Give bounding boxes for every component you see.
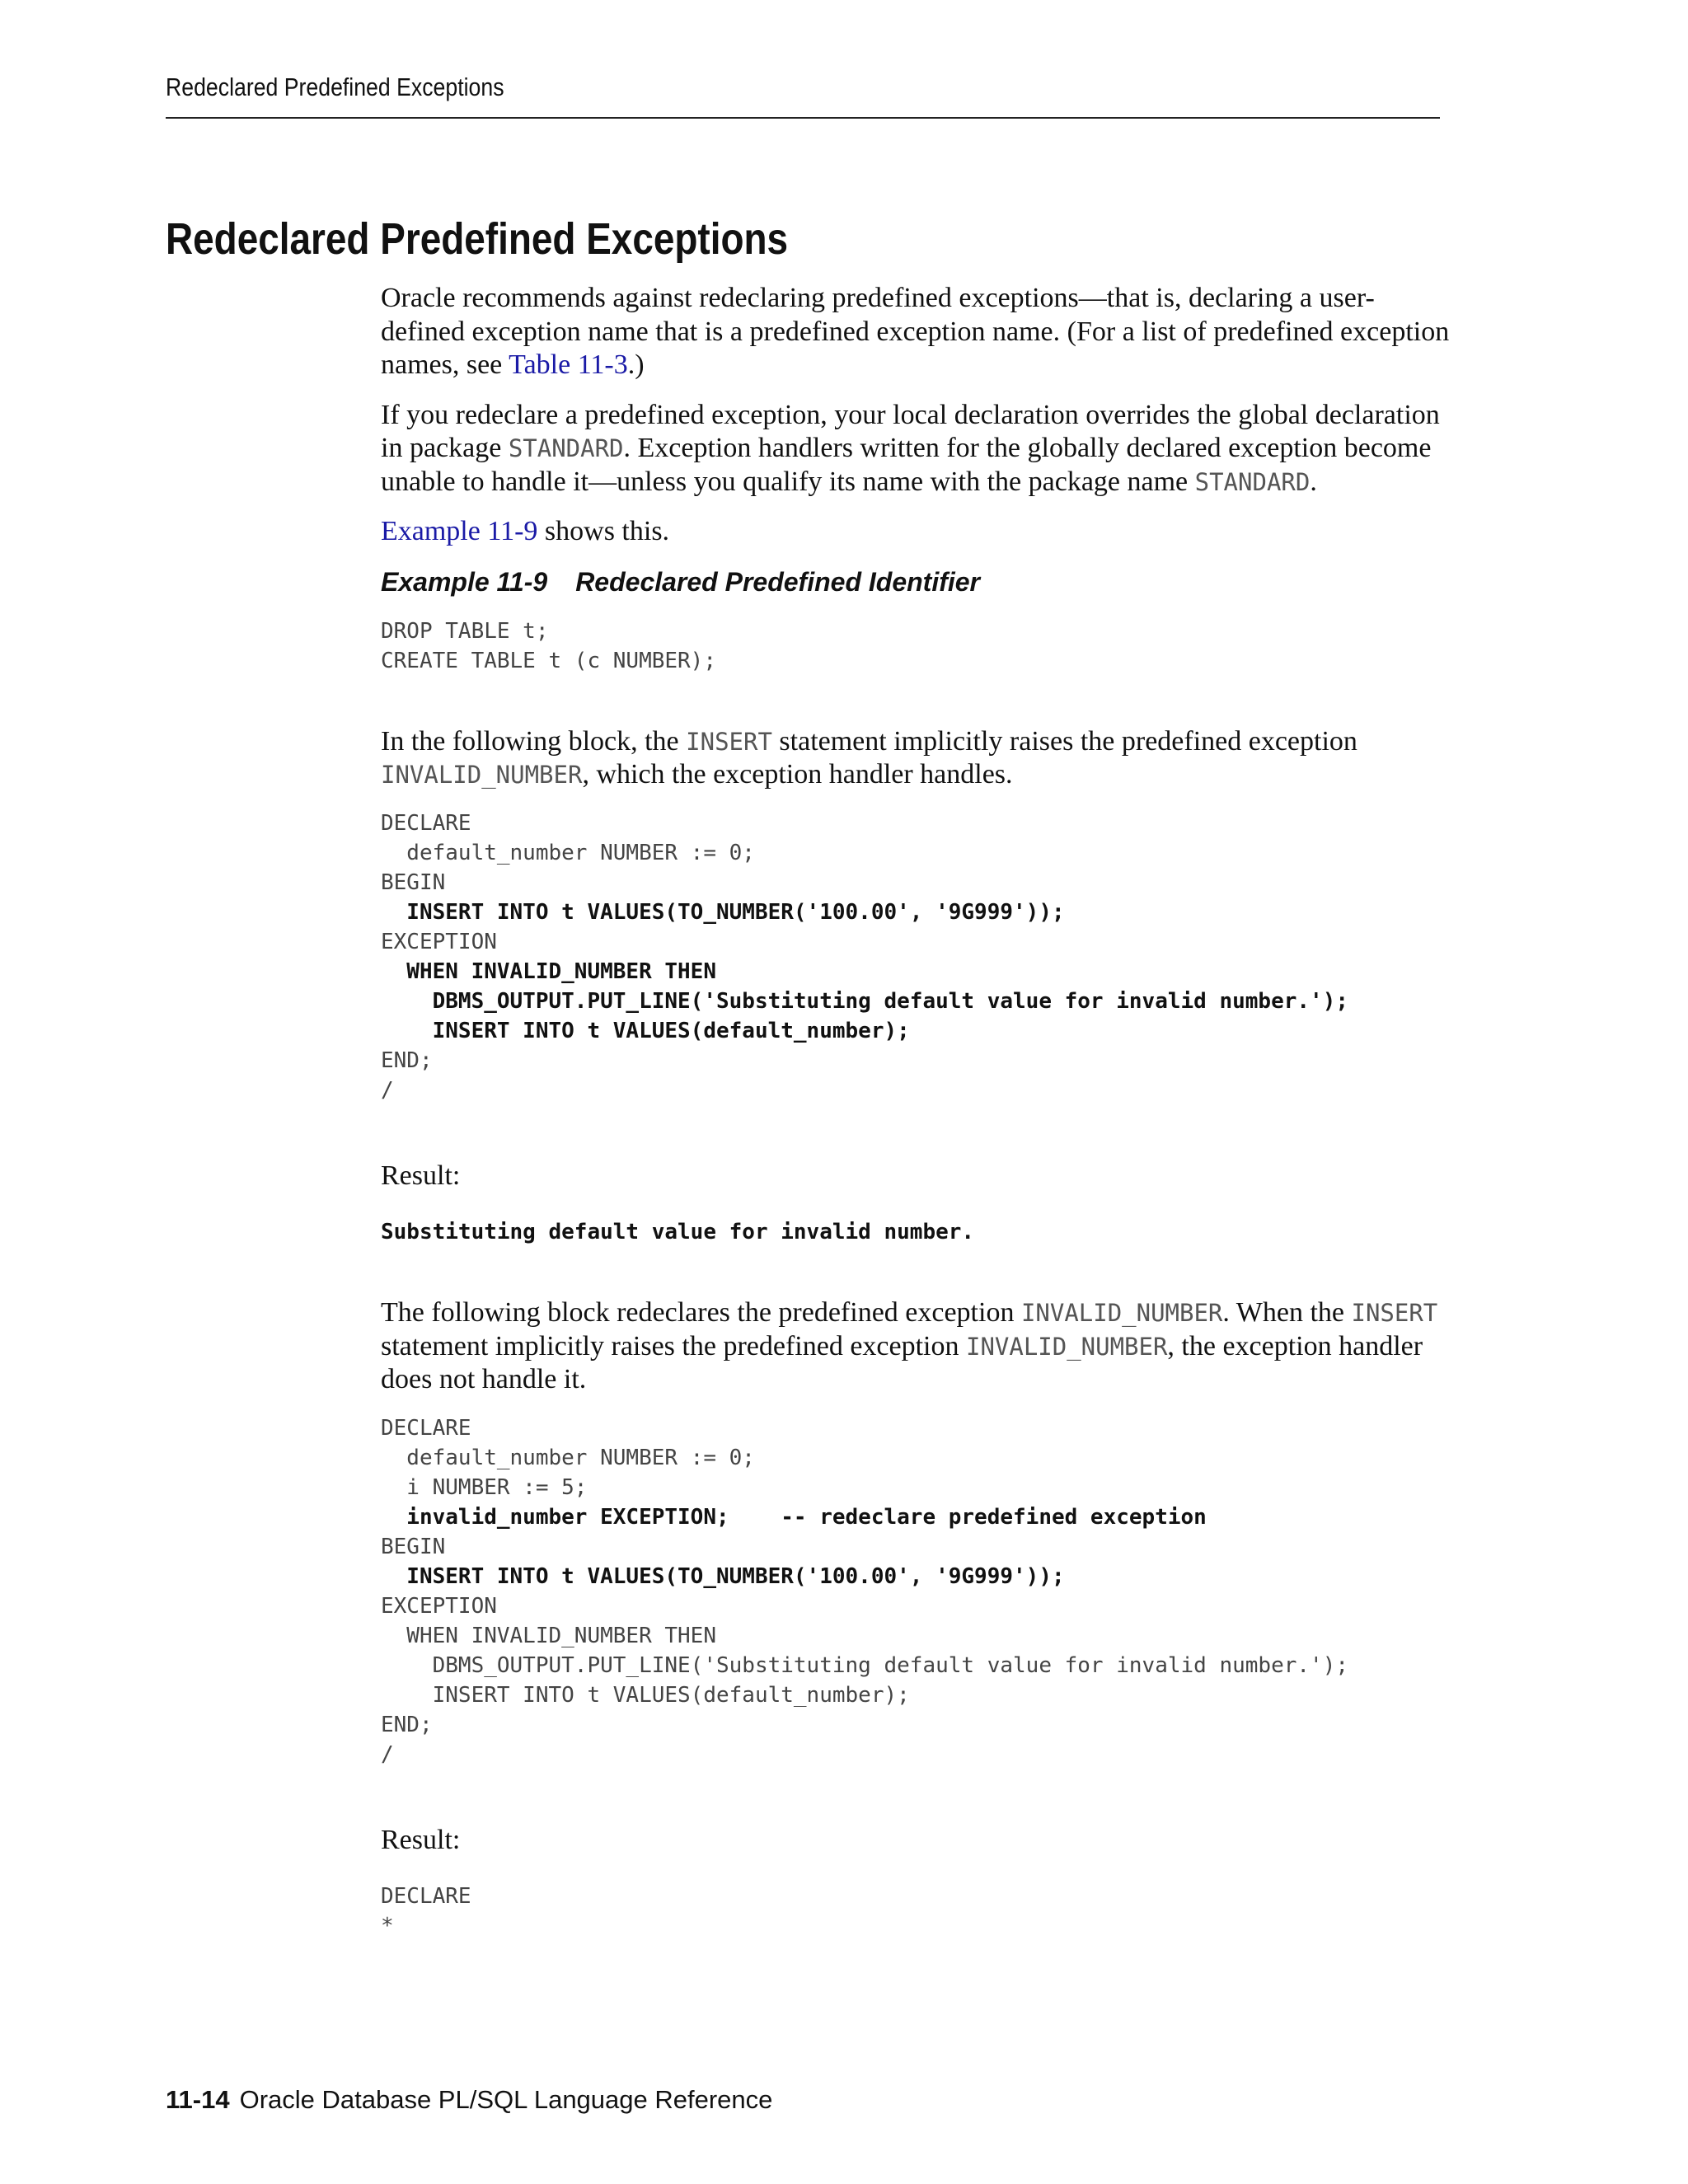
intro-text: Oracle recommends against redeclaring predefined exceptions—that is, declaring a user-defined exception name that is a predefined exception name. (For a list of predefined exception names, see	[381, 283, 1450, 380]
block-text-c: statement implicitly raises the predefined exception	[381, 1330, 966, 1361]
example-title	[381, 565, 1452, 598]
code-line: DECLARE	[381, 1415, 471, 1441]
example-reference-paragraph	[381, 515, 1452, 549]
section-title: Redeclared Predefined Exceptions	[166, 214, 789, 264]
code-line: BEGIN	[381, 1534, 446, 1559]
page-footer	[166, 2085, 772, 2115]
code-line: INSERT INTO t VALUES(default_number);	[381, 1018, 910, 1043]
explanation-text-a: In the following block, the	[381, 725, 687, 757]
code-line: END;	[381, 1712, 433, 1737]
code-line: /	[381, 1741, 394, 1767]
inline-code-insert: INSERT	[1351, 1299, 1438, 1327]
page-number: 11-14	[166, 2085, 230, 2114]
result-label: Result:	[381, 1160, 461, 1191]
intro-paragraph	[381, 282, 1452, 382]
code-block-handled-exception	[381, 808, 1452, 1105]
code-block-create-table	[381, 616, 1452, 676]
code-line: /	[381, 1077, 394, 1103]
code-line: END;	[381, 1047, 433, 1073]
block-text-b: . When the	[1222, 1297, 1352, 1328]
explanation-text-c: , which the exception handler handles.	[582, 759, 1013, 790]
redeclare-text-b: . Exception handlers written for the globally declared exception become unable to handle it—unless you qualify its name with the package name	[381, 433, 1432, 497]
code-line: Substituting default value for invalid number.	[381, 1220, 975, 1244]
inline-code-invalid-number: INVALID_NUMBER	[965, 1332, 1168, 1361]
inline-code-standard: STANDARD	[1194, 467, 1311, 496]
redeclare-text-c: .	[1310, 466, 1317, 497]
code-line: default_number NUMBER := 0;	[381, 840, 755, 865]
code-line: default_number NUMBER := 0;	[381, 1445, 755, 1470]
inline-code-invalid-number: INVALID_NUMBER	[1020, 1299, 1223, 1327]
redeclare-block-paragraph	[381, 1296, 1452, 1397]
table-11-3-link[interactable]: Table 11-3	[509, 349, 628, 380]
code-line: DROP TABLE t;	[381, 618, 549, 644]
code-line: invalid_number EXCEPTION; -- redeclare predefined exception	[381, 1504, 1207, 1530]
code-line: INSERT INTO t VALUES(TO_NUMBER('100.00', '9G999'));	[381, 899, 1065, 925]
code-line: *	[381, 1914, 394, 1938]
code-line: BEGIN	[381, 869, 446, 895]
redeclare-text-a: If you redeclare a predefined exception, your local declaration overrides the global declaration in package	[381, 399, 1440, 463]
code-line: CREATE TABLE t (c NUMBER);	[381, 648, 716, 673]
code-line: INSERT INTO t VALUES(TO_NUMBER('100.00', '9G999'));	[381, 1563, 1065, 1589]
code-line: INSERT INTO t VALUES(default_number);	[381, 1682, 910, 1708]
inline-code-invalid-number: INVALID_NUMBER	[381, 761, 583, 789]
example-reference-text: shows this.	[537, 516, 670, 546]
insert-explanation-paragraph	[381, 725, 1452, 792]
code-line: WHEN INVALID_NUMBER THEN	[381, 958, 716, 984]
redeclare-paragraph	[381, 399, 1452, 499]
example-11-9-link[interactable]: Example 11-9	[381, 516, 538, 546]
code-line: i NUMBER := 5;	[381, 1474, 588, 1500]
inline-code-standard: STANDARD	[508, 434, 624, 462]
code-block-result-output	[381, 1217, 1452, 1247]
block-text-a: The following block redeclares the predefined exception	[381, 1297, 1021, 1328]
code-line: EXCEPTION	[381, 929, 497, 954]
running-header: Redeclared Predefined Exceptions	[166, 73, 504, 101]
code-line: DECLARE	[381, 1884, 471, 1909]
inline-code-insert: INSERT	[686, 727, 772, 756]
result-label: Result:	[381, 1824, 461, 1855]
code-line: DBMS_OUTPUT.PUT_LINE('Substituting default value for invalid number.');	[381, 988, 1348, 1014]
code-line: DBMS_OUTPUT.PUT_LINE('Substituting default value for invalid number.');	[381, 1652, 1348, 1678]
example-number: Example 11-9	[381, 566, 548, 597]
page-body	[381, 282, 1452, 1941]
book-title: Oracle Database PL/SQL Language Reference	[239, 2085, 773, 2114]
code-line: DECLARE	[381, 810, 471, 836]
example-caption: Redeclared Predefined Identifier	[575, 566, 980, 597]
explanation-text-b: statement implicitly raises the predefined exception	[771, 725, 1357, 757]
code-line: WHEN INVALID_NUMBER THEN	[381, 1623, 716, 1648]
code-line: EXCEPTION	[381, 1593, 497, 1619]
block-text-d: , the exception handler does not handle it.	[381, 1330, 1423, 1394]
header-divider	[166, 117, 1440, 119]
code-block-error-output	[381, 1882, 1452, 1941]
intro-text-end: .)	[627, 349, 645, 380]
code-block-redeclared-exception	[381, 1413, 1452, 1769]
